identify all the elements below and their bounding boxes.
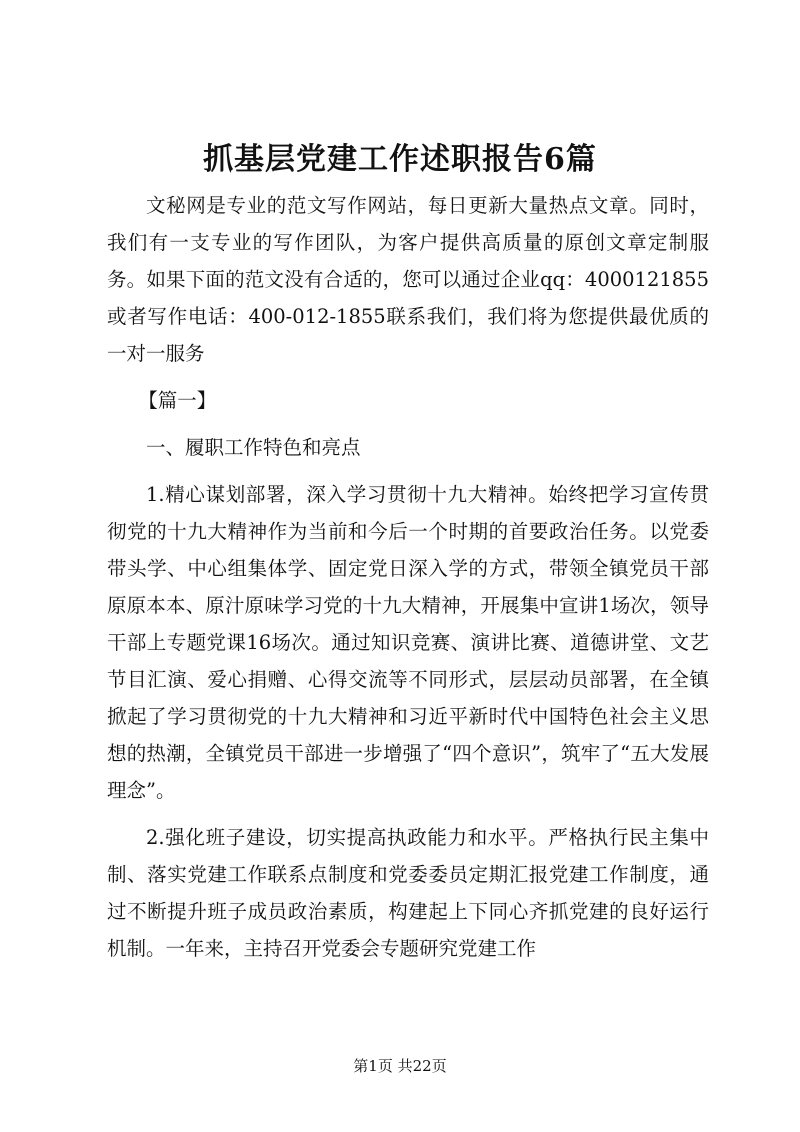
document-body	[107, 187, 709, 967]
section-heading: 一、履职工作特色和亮点	[146, 436, 361, 459]
page-footer: 第1页 共22页	[353, 1057, 447, 1075]
intro-paragraph: 文秘网是专业的范文写作网站，每日更新大量热点文章。同时，我们有一支专业的写作团队，为客户提供高质量的原创文章定制服务。如果下面的范文没有合适的，您可以通过企业qq：4000121855或者写作电话：400-012-1855联系我们，我们将为您提供最优质的一对一服务	[107, 194, 709, 365]
section-label: 【篇一】	[138, 389, 217, 412]
paragraph-2: 2.强化班子建设，切实提高执政能力和水平。严格执行民主集中制、落实党建工作联系点制度和党委委员定期汇报党建工作制度，通过不断提升班子成员政治素质，构建起上下同心齐抓党建的良好运行机制。一年来，主持召开党委会专题研究党建工作	[107, 826, 709, 960]
document-title: 抓基层党建工作述职报告6篇	[203, 142, 597, 177]
paragraph-1: 1.精心谋划部署，深入学习贯彻十九大精神。始终把学习宣传贯彻党的十九大精神作为当前和今后一个时期的首要政治任务。以党委带头学、中心组集体学、固定党日深入学的方式，带领全镇党员干部原原本本、原汁原味学习党的十九大精神，开展集中宣讲1场次，领导干部上专题党课16场次。通过知识竞赛、演讲比赛、道德讲堂、文艺节目汇演、爱心捐赠、心得交流等不同形式，层层动员部署，在全镇掀起了学习贯彻党的十九大精神和习近平新时代中国特色社会主义思想的热潮，全镇党员干部进一步增强了“四个意识”，筑牢了“五大发展理念”。	[107, 483, 709, 802]
